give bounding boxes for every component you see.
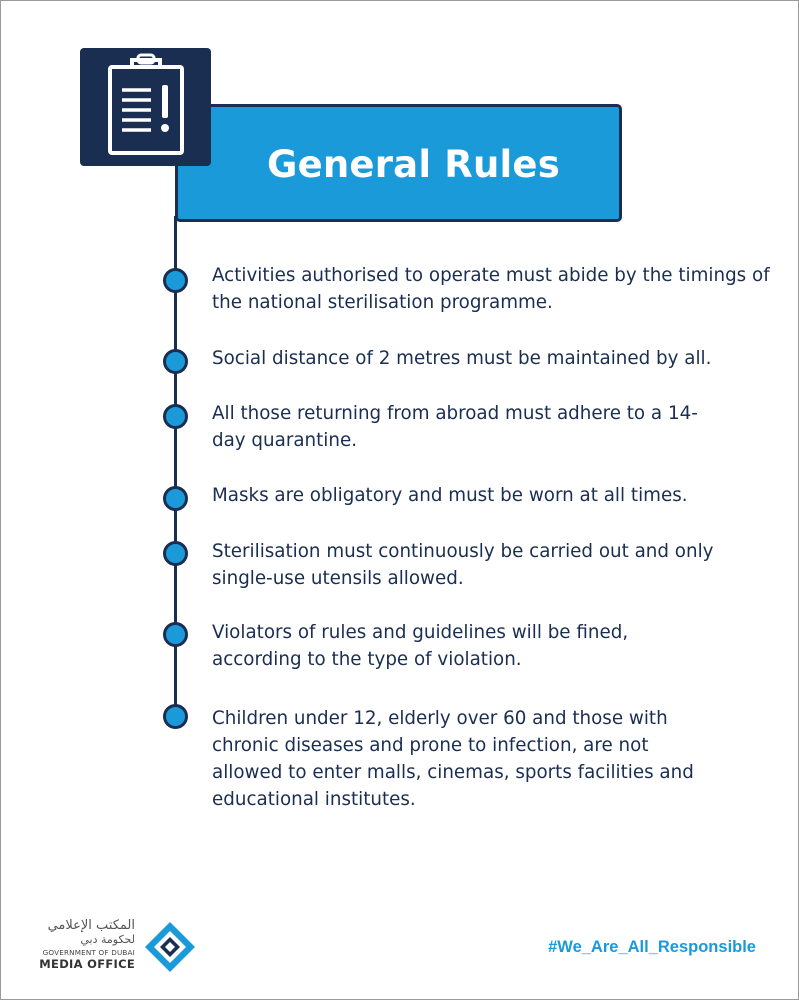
timeline-dot (163, 486, 188, 511)
clipboard-icon-box (80, 48, 211, 166)
rule-item: Activities authorised to operate must abide by the timings of the national sterilisation programme. (212, 265, 770, 313)
page-title: General Rules (267, 143, 560, 186)
rule-item: Social distance of 2 metres must be maintained by all. (212, 348, 712, 369)
logo-government-text: GOVERNMENT OF DUBAI (42, 948, 135, 957)
logo-arabic-line1: المكتب الإعلامي (47, 918, 135, 933)
logo-arabic-line2: لحكومة دبي (80, 933, 135, 946)
logo-media-office-text: MEDIA OFFICE (39, 957, 135, 971)
hashtag-text: #We_Are_All_Responsible (548, 938, 756, 956)
rule-item: Violators of rules and guidelines will be fined, according to the type of violation. (212, 622, 629, 670)
timeline-dot (163, 268, 188, 293)
rule-item: Masks are obligatory and must be worn at all times. (212, 485, 688, 506)
timeline-dot (163, 704, 188, 729)
title-banner (175, 104, 622, 222)
timeline-dot (163, 404, 188, 429)
timeline-dot (163, 622, 188, 647)
timeline-dot (163, 541, 188, 566)
diamond-logo-icon (143, 920, 197, 974)
clipboard-exclamation-icon (80, 48, 211, 166)
media-office-logo (39, 918, 204, 978)
rule-item: Children under 12, elderly over 60 and those with chronic diseases and prone to infection, are not allowed to enter malls, cinemas, sports facilities and educational institutes. (212, 708, 694, 810)
timeline-dot (163, 349, 188, 374)
rule-item: Sterilisation must continuously be carried out and only single-use utensils allowed. (212, 541, 714, 589)
rule-item: All those returning from abroad must adhere to a 14-day quarantine. (212, 403, 698, 451)
